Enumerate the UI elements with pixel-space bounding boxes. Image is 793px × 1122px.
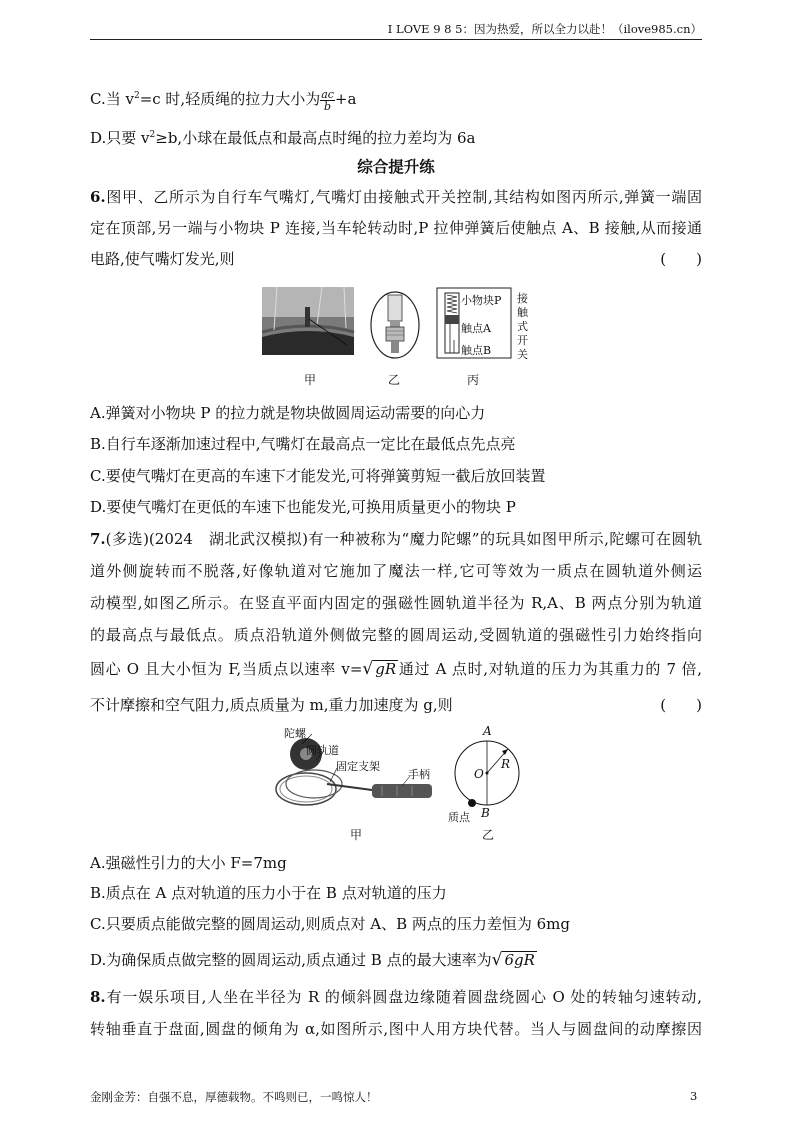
caption-yi: 乙	[388, 373, 401, 387]
radius-r: R	[501, 757, 511, 771]
q7-line-4: 的最高点与最低点。质点沿轨道外侧做完整的圆周运动,受圆轨道的强磁性引力始终指向	[90, 626, 702, 644]
point-a: A	[483, 724, 492, 738]
label-block-p: 小物块P	[461, 294, 502, 307]
q5-fraction: $\frac{ac}{b}$	[321, 87, 334, 113]
q7-line-3: 动模型,如图乙所示。在竖直平面内固定的强磁性圆轨道半径为 R,A、B 两点分别为轨道	[90, 594, 702, 612]
label-top: 陀螺	[284, 727, 306, 740]
page-header: I LOVE 9 8 5：因为热爱，所以全力以赴！（ilove985.cn）	[90, 20, 702, 40]
q7-option-c: C.只要质点能做完整的圆周运动,则质点对 A、B 两点的压力差恒为 6mg	[90, 915, 571, 933]
label-handle: 手柄	[408, 768, 430, 781]
q7-option-d: D.为确保质点做完整的圆周运动,质点通过 B 点的最大速率为√ 6gR	[90, 950, 535, 970]
q6-option-a: A.弹簧对小物块 P 的拉力就是物块做圆周运动需要的向心力	[90, 404, 486, 422]
label-contact-b: 触点B	[461, 344, 492, 357]
q7-line-5: 圆心 O 且大小恒为 F,当质点以速率 v=√ gR 通过 A 点时,对轨道的压力为其重力的 7 倍,	[90, 659, 702, 679]
caption-yi: 乙	[482, 828, 495, 842]
q8-line-2: 转轴垂直于盘面,圆盘的倾角为 α,如图所示,图中人用方块代替。当人与圆盘间的动摩擦因	[90, 1020, 702, 1038]
caption-jia: 甲	[350, 828, 363, 842]
q6-line-1: 6.图甲、乙所示为自行车气嘴灯,气嘴灯由接触式开关控制,其结构如图丙所示,弹簧一端固	[90, 188, 702, 206]
label-switch-5: 关	[517, 348, 528, 361]
q6-option-b: B.自行车逐渐加速过程中,气嘴灯在最高点一定比在最低点先点亮	[90, 435, 516, 453]
caption-bing: 丙	[467, 373, 480, 387]
answer-paren: ( )	[660, 696, 702, 714]
q7-option-a: A.强磁性引力的大小 F=7mg	[90, 854, 287, 872]
q7-figure	[272, 724, 532, 844]
label-track: 圆轨道	[306, 744, 339, 757]
label-switch-1: 接	[517, 292, 528, 305]
label-stand: 固定支架	[336, 760, 380, 773]
label-switch-2: 触	[517, 306, 528, 319]
sqrt-6gr: 6gR	[504, 951, 535, 969]
q7-option-b: B.质点在 A 点对轨道的压力小于在 B 点对轨道的压力	[90, 884, 447, 902]
point-b: B	[481, 806, 490, 820]
page-footer: 金刚金芳：自强不息，厚德载物。不鸣则已，一鸣惊人！	[90, 1090, 378, 1104]
q6-option-c: C.要使气嘴灯在更高的车速下才能发光,可将弹簧剪短一截后放回装置	[90, 467, 546, 485]
section-title: 综合提升练	[357, 157, 435, 176]
label-switch-3: 式	[517, 320, 528, 333]
sqrt-gr: gR	[375, 660, 397, 678]
answer-paren: ( )	[660, 250, 702, 268]
label-mass-point: 质点	[448, 811, 470, 824]
q6-line-2: 定在顶部,另一端与小物块 P 连接,当车轮转动时,P 拉伸弹簧后使触点 A、B 接触,从而接通	[90, 219, 702, 237]
q6-option-d: D.要使气嘴灯在更低的车速下也能发光,可换用质量更小的物块 P	[90, 498, 516, 516]
circle-model	[455, 741, 519, 807]
caption-jia: 甲	[304, 373, 317, 387]
page-number: 3	[690, 1089, 698, 1103]
q5-option-d: D.只要 $v^2\ge b$,小球在最低点和最高点时绳的拉力差均为 6a	[90, 129, 476, 147]
wheel-photo	[262, 287, 354, 355]
q5-option-c: C.当 $v^2=c$ 时,轻质绳的拉力大小为 $\frac{ac}{b}$ +a	[90, 87, 357, 113]
q7-line-1: 7.(多选)(2024 湖北武汉模拟)有一种被称为“魔力陀螺”的玩具如图甲所示,陀螺可在圆轨	[90, 530, 702, 548]
label-switch-4: 开	[517, 334, 528, 347]
q6-figure	[262, 285, 532, 390]
q8-line-1: 8.有一娱乐项目,人坐在半径为 R 的倾斜圆盘边缘随着圆盘绕圆心 O 处的转轴匀速转动,	[90, 988, 702, 1006]
label-contact-a: 触点A	[461, 322, 491, 335]
point-o: O	[474, 767, 484, 781]
q7-line-2: 道外侧旋转而不脱落,好像轨道对它施加了魔法一样,它可等效为一质点在圆轨道外侧运	[90, 562, 702, 580]
valve-light	[371, 292, 419, 358]
q7-line-6: 不计摩擦和空气阻力,质点质量为 m,重力加速度为 g,则 ( )	[90, 696, 702, 714]
q6-line-3: 电路,使气嘴灯发光,则 ( )	[90, 250, 702, 268]
